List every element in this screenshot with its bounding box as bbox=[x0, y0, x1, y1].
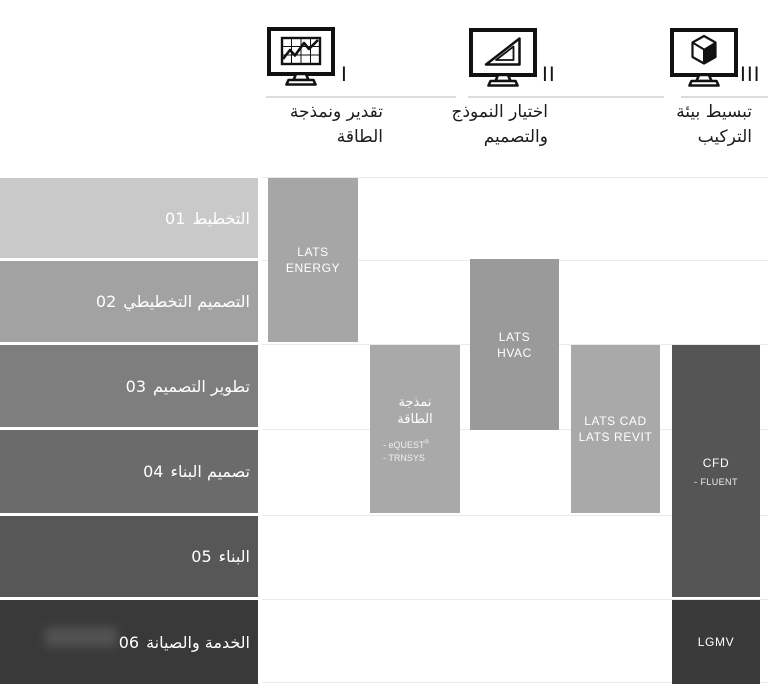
phase-number: 05 bbox=[191, 547, 212, 566]
phase-name: التصميم التخطيطي bbox=[123, 292, 250, 311]
stage-label-2 bbox=[452, 100, 548, 150]
block-text: CFD bbox=[702, 456, 730, 470]
block-title: الطاقة bbox=[397, 411, 433, 427]
line-chart-monitor-icon bbox=[266, 26, 338, 88]
stage-divider-1 bbox=[266, 96, 456, 98]
phase-number: 03 bbox=[125, 376, 147, 396]
tool-list bbox=[370, 437, 460, 465]
stage-label-1-line1: تقدير ونمذجة bbox=[289, 102, 383, 122]
block-text: LATS bbox=[498, 329, 531, 344]
tool-item: - eQUEST® bbox=[383, 439, 429, 450]
phase-row-design-development bbox=[0, 345, 258, 427]
block-title: نمذجة bbox=[398, 394, 432, 410]
block-text: LATS CAD bbox=[584, 414, 647, 428]
phase-row-construction bbox=[0, 516, 258, 597]
block-text: LATS REVIT bbox=[578, 430, 653, 444]
stage-label-3-line2: التركيب bbox=[697, 127, 752, 147]
stage-label-2-line2: والتصميم bbox=[483, 127, 548, 147]
stage-label-3 bbox=[676, 100, 752, 150]
lats-energy-block bbox=[268, 178, 358, 342]
cube-monitor-icon bbox=[669, 27, 741, 89]
cfd-block bbox=[672, 345, 760, 597]
blurred-watermark bbox=[45, 627, 117, 647]
set-square-monitor-icon bbox=[468, 27, 540, 89]
phase-name: التخطيط bbox=[192, 208, 250, 228]
block-text: LATS bbox=[297, 245, 329, 259]
block-text: LGMV bbox=[697, 635, 735, 649]
phase-name: الخدمة والصيانة bbox=[146, 632, 250, 652]
stage-label-1-line2: الطاقة bbox=[336, 127, 383, 147]
lgmv-block bbox=[672, 600, 760, 684]
stage-label-2-line1: اختيار النموذج bbox=[451, 102, 548, 122]
phase-row-building-design bbox=[0, 430, 258, 513]
phase-row-planning bbox=[0, 178, 258, 258]
phase-row-service-maintenance bbox=[0, 600, 258, 684]
stage-numeral-2: II bbox=[542, 63, 556, 86]
stage-divider-3 bbox=[681, 96, 768, 98]
stage-label-3-line1: تبسيط بيئة bbox=[676, 102, 752, 122]
lats-hvac-block bbox=[470, 259, 559, 430]
stage-numeral-3: III bbox=[740, 63, 761, 86]
phase-number: 02 bbox=[95, 292, 117, 311]
stage-divider-2 bbox=[468, 96, 664, 98]
block-text: HVAC bbox=[497, 345, 532, 360]
stage-numeral-1: I bbox=[341, 63, 348, 86]
phase-number: 06 bbox=[118, 632, 140, 652]
phase-name: تطوير التصميم bbox=[153, 376, 250, 396]
phase-number: 04 bbox=[143, 462, 164, 481]
energy-modeling-block bbox=[370, 345, 460, 513]
tool-item: - TRNSYS bbox=[383, 452, 425, 463]
phase-name: تصميم البناء bbox=[170, 462, 250, 481]
tool-item: - FLUENT bbox=[694, 477, 738, 487]
phase-number: 01 bbox=[165, 208, 186, 228]
lats-cad-revit-block bbox=[571, 345, 660, 513]
phase-name: البناء bbox=[218, 547, 250, 566]
stage-label-1 bbox=[290, 100, 383, 150]
registered-mark: ® bbox=[424, 439, 429, 446]
block-text: ENERGY bbox=[285, 261, 341, 275]
phase-row-schematic-design bbox=[0, 261, 258, 342]
